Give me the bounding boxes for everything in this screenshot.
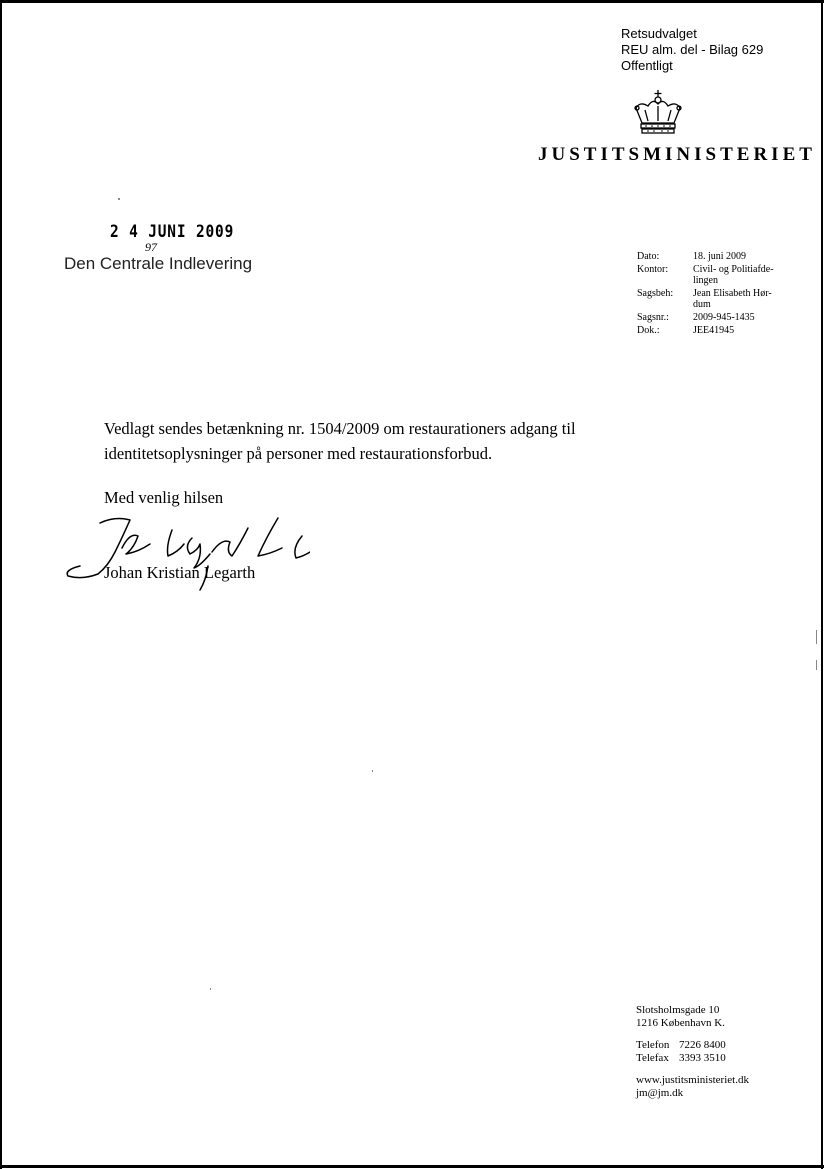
fax-row	[636, 1052, 749, 1065]
metadata-label: Dato:	[637, 251, 660, 262]
website-link[interactable]: www.justitsministeriet.dk	[636, 1074, 749, 1086]
city-address: 1216 København K.	[636, 1017, 725, 1029]
email-link[interactable]: jm@jm.dk	[636, 1087, 684, 1099]
scan-speck	[816, 660, 817, 670]
metadata-value: 18. juni 2009	[693, 251, 747, 262]
scan-border-right	[821, 0, 823, 1169]
phone-block	[636, 1039, 749, 1065]
signer-name: Johan Kristian Legarth	[104, 563, 256, 582]
letter-body: Vedlagt sendes betænkning nr. 1504/2009 om restaurationers adgang til identitetsoplysninger på personer med restaurationsforbud.	[104, 419, 576, 463]
metadata-value: JEE41945	[693, 325, 735, 336]
scan-speck	[816, 630, 817, 644]
received-handwritten-note: 97	[145, 240, 157, 254]
phone-label: Telefon	[636, 1039, 670, 1051]
phone-number: 7226 8400	[679, 1039, 726, 1051]
letter-metadata	[637, 251, 775, 338]
street-address: Slotsholmsgade 10	[636, 1004, 720, 1016]
metadata-row	[637, 288, 775, 310]
metadata-value: Jean Elisabeth Hør-dum	[693, 288, 772, 310]
online-contact	[636, 1074, 749, 1100]
closing-greeting: Med venlig hilsen	[104, 488, 224, 507]
metadata-value: Civil- og Politiafde-lingen	[693, 264, 774, 286]
metadata-value: 2009-945-1435	[693, 312, 755, 323]
metadata-label: Dok.:	[637, 325, 660, 336]
metadata-row	[637, 251, 775, 262]
publicity-status: Offentligt	[621, 58, 673, 73]
handwritten-signature	[60, 508, 310, 598]
scan-speck	[210, 988, 211, 990]
scan-border-left	[0, 0, 2, 1169]
scan-speck	[372, 770, 373, 772]
scan-speck	[118, 198, 120, 200]
received-office-stamp: Den Centrale Indlevering	[64, 254, 253, 273]
metadata-row	[637, 325, 775, 336]
ministry-contact-info	[636, 1004, 749, 1109]
fax-number: 3393 3510	[679, 1052, 726, 1064]
received-date-stamp: 2 4 JUNI 2009	[110, 222, 235, 242]
phone-row	[636, 1039, 749, 1052]
scan-border-bottom	[0, 1165, 824, 1168]
appendix-reference: REU alm. del - Bilag 629	[621, 42, 764, 57]
metadata-label: Sagsbeh:	[637, 288, 674, 299]
scan-border-top	[0, 0, 824, 3]
fax-label: Telefax	[636, 1052, 669, 1064]
metadata-row	[637, 264, 775, 286]
ministry-name: JUSTITSMINISTERIET	[538, 144, 816, 165]
committee-name: Retsudvalget	[621, 26, 697, 41]
committee-stamp	[621, 26, 763, 74]
crown-icon	[628, 88, 688, 136]
metadata-label: Sagsnr.:	[637, 312, 669, 323]
metadata-label: Kontor:	[637, 264, 669, 275]
postal-address	[636, 1004, 749, 1030]
metadata-row	[637, 312, 775, 323]
